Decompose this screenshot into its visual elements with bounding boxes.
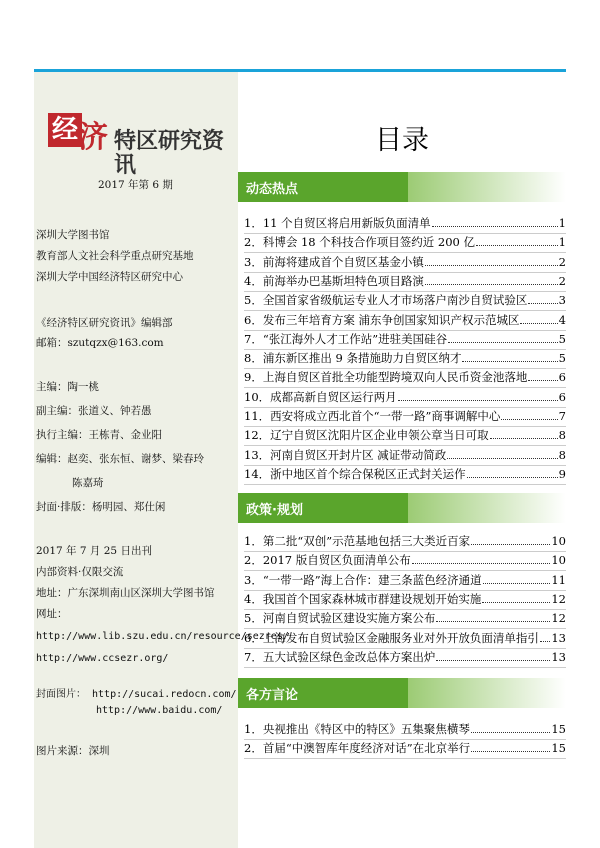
toc-leader-dots: [482, 590, 550, 603]
executive-editor: 执行主编：王栋青、金业阳: [36, 429, 162, 441]
toc-entry[interactable]: [244, 426, 566, 446]
toc-leader-dots: [432, 214, 558, 227]
section-title: 动态热点: [246, 182, 299, 197]
toc-entry-title: 7．五大试验区绿色金改总体方案出炉: [244, 649, 436, 664]
section-header: [238, 172, 566, 202]
toc-entry[interactable]: [244, 720, 566, 740]
toc-page-number: 12: [551, 611, 566, 626]
toc-leader-dots: [520, 311, 557, 324]
page-title: 目录: [375, 125, 429, 156]
toc-entry-title: 1．11 个自贸区将启用新版负面清单: [244, 216, 431, 230]
section-title: 各方言论: [246, 688, 299, 703]
toc-page-number: 8: [558, 447, 566, 462]
toc-entry[interactable]: [244, 465, 566, 485]
toc-page-number: 6: [558, 370, 566, 385]
toc-entry[interactable]: [244, 253, 566, 273]
url-2[interactable]: http://www.ccsezr.org/: [36, 653, 169, 664]
journal-logo: [48, 113, 236, 178]
issue-number: 2017 年第 6 期: [98, 179, 173, 191]
toc-entry-title: 9．上海自贸区首批全功能型跨境双向人民币资金池落地: [244, 370, 528, 385]
toc-entry-title: 2．2017 版自贸区负面清单公布: [244, 553, 411, 568]
toc-page-number: 12: [551, 591, 566, 606]
url-1[interactable]: http://www.lib.szu.edu.cn/resource/sezres/: [36, 631, 289, 642]
toc-page-number: 2: [558, 273, 566, 288]
section-bar-fade: [408, 172, 566, 202]
toc-leader-dots: [436, 609, 550, 622]
toc-page-number: 10: [551, 534, 566, 548]
logo-mark-1: 经: [48, 113, 82, 147]
internal-note: 内部资料·仅限交流: [36, 566, 124, 578]
toc-page-number: 15: [551, 741, 566, 756]
toc-entry[interactable]: [244, 214, 566, 234]
editors-line-2: 陈嘉琦: [72, 477, 104, 489]
section-header: [238, 678, 566, 708]
toc-page-number: 4: [558, 312, 566, 327]
toc-entry[interactable]: [244, 739, 566, 759]
toc-entry-title: 13．河南自贸区开封片区 减证带动简政: [244, 447, 447, 462]
toc-page-number: 11: [551, 572, 566, 587]
toc-entry[interactable]: [244, 446, 566, 466]
toc-entry[interactable]: [244, 407, 566, 427]
org-line-1: 深圳大学图书馆: [36, 229, 110, 241]
toc-entry-title: 10．成都高新自贸区运行两月: [244, 389, 397, 404]
toc-leader-dots: [412, 551, 551, 564]
toc-page-number: 5: [558, 331, 566, 346]
toc-leader-dots: [467, 465, 558, 478]
toc-leader-dots: [398, 388, 558, 401]
toc-leader-dots: [436, 648, 550, 661]
cover-layout: 封面·排版：杨明园、郑仕闲: [36, 501, 166, 513]
toc-leader-dots: [476, 233, 558, 246]
toc-entry[interactable]: [244, 272, 566, 292]
email: 邮箱：szutqzx@163.com: [36, 337, 164, 349]
toc-page-number: 9: [558, 466, 566, 481]
toc-leader-dots: [471, 739, 550, 752]
image-source: 图片来源：深圳: [36, 745, 110, 757]
toc-leader-dots: [447, 446, 557, 459]
toc-page-number: 5: [558, 351, 566, 366]
toc-entry[interactable]: [244, 330, 566, 350]
toc-entry-title: 3．“一带一路”海上合作：建三条蓝色经济通道: [244, 572, 482, 587]
toc-page-number: 10: [551, 553, 566, 568]
cover-image-source-2[interactable]: http://www.baidu.com/: [96, 705, 223, 716]
logo-name: 特区研究资讯: [114, 128, 225, 178]
toc-entry-title: 1．央视推出《特区中的特区》五集聚焦横琴: [244, 722, 470, 736]
logo-mark-2: 济: [78, 120, 108, 155]
toc-entry[interactable]: [244, 349, 566, 369]
toc-entry-title: 12．辽宁自贸区沈阳片区企业申领公章当日可取: [244, 428, 489, 443]
section-bar-fade: [408, 678, 566, 708]
toc-leader-dots: [540, 629, 551, 642]
toc-page-number: 2: [558, 254, 566, 269]
toc-entry[interactable]: [244, 590, 566, 610]
toc-entry[interactable]: [244, 388, 566, 408]
toc-entry[interactable]: [244, 291, 566, 311]
toc-entry[interactable]: [244, 532, 566, 552]
toc-entry[interactable]: [244, 368, 566, 388]
section-header: [238, 493, 566, 523]
toc-entry-title: 5．河南自贸试验区建设实施方案公布: [244, 611, 436, 626]
editorial-office: 《经济特区研究资讯》编辑部: [36, 317, 173, 329]
section-title: 政策·规划: [246, 503, 303, 518]
toc-page-number: 13: [551, 630, 566, 645]
toc-page-number: 8: [558, 428, 566, 443]
toc-entry-title: 6．发布三年培育方案 浦东争创国家知识产权示范城区: [244, 312, 520, 327]
toc-entry-title: 4．前海举办巴基斯坦特色项目路演: [244, 273, 424, 288]
toc-entry[interactable]: [244, 571, 566, 591]
toc-entry-title: 1．第二批“双创”示范基地包括三大类近百家: [244, 534, 471, 548]
publish-date: 2017 年 7 月 25 日出刊: [36, 545, 152, 557]
editors-line-1: 编辑：赵奕、张东恒、谢梦、梁春玲: [36, 453, 204, 465]
toc-page-number: 15: [551, 722, 566, 736]
cover-image-source-1: 封面图片： http://sucai.redocn.com/: [36, 689, 237, 700]
section-bar-fade: [408, 493, 566, 523]
toc-leader-dots: [425, 253, 558, 266]
toc-entry-title: 14．浙中地区首个综合保税区正式封关运作: [244, 466, 466, 481]
website-label: 网址：: [36, 608, 68, 620]
toc-page-number: 7: [558, 409, 566, 423]
toc-entry-title: 7．“张江海外人才工作站”进驻美国硅谷: [244, 331, 448, 346]
toc-entry-title: 8．浦东新区推出 9 条措施助力自贸区纳才: [244, 351, 462, 366]
toc-entry-title: 2．科博会 18 个科技合作项目签约近 200 亿: [244, 235, 476, 250]
toc-page-number: 6: [558, 389, 566, 404]
toc-entry-title: 4．我国首个国家森林城市群建设规划开始实施: [244, 591, 482, 606]
toc-entry-title: 2．首届“中澳智库年度经济对话”在北京举行: [244, 741, 471, 756]
toc-entry-title: 3．前海将建成首个自贸区基金小镇: [244, 254, 424, 269]
toc-entry[interactable]: [244, 311, 566, 331]
toc-page-number: 1: [558, 235, 566, 250]
toc-entry[interactable]: [244, 629, 566, 649]
toc-entry[interactable]: [244, 233, 566, 253]
toc-leader-dots: [501, 407, 557, 420]
toc-leader-dots: [528, 368, 557, 381]
toc-leader-dots: [448, 330, 558, 343]
toc-leader-dots: [462, 349, 557, 362]
deputy-editor: 副主编：张道义、钟若愚: [36, 405, 152, 417]
toc-entry[interactable]: [244, 551, 566, 571]
toc-entry-title: 6．上海发布自贸试验区金融服务业对外开放负面清单指引: [244, 630, 539, 645]
chief-editor: 主编：陶一桃: [36, 381, 99, 393]
toc-page-number: 3: [558, 293, 566, 308]
org-line-3: 深圳大学中国经济特区研究中心: [36, 271, 183, 283]
toc-entry-title: 5．全国首家省级航运专业人才市场落户南沙自贸试验区: [244, 293, 528, 308]
toc-leader-dots: [471, 720, 551, 733]
toc-page-number: 13: [551, 649, 566, 664]
address: 地址：广东深圳南山区深圳大学图书馆: [36, 587, 215, 599]
toc-leader-dots: [425, 272, 558, 285]
toc-entry[interactable]: [244, 609, 566, 629]
org-line-2: 教育部人文社会科学重点研究基地: [36, 250, 194, 262]
toc-page-number: 1: [558, 216, 566, 230]
toc-entry-title: 11．西安将成立西北首个“一带一路”商事调解中心: [244, 409, 501, 423]
toc-leader-dots: [483, 571, 551, 584]
toc-leader-dots: [528, 291, 557, 304]
toc-entry[interactable]: [244, 648, 566, 668]
toc-leader-dots: [471, 532, 550, 545]
toc-leader-dots: [490, 426, 558, 439]
